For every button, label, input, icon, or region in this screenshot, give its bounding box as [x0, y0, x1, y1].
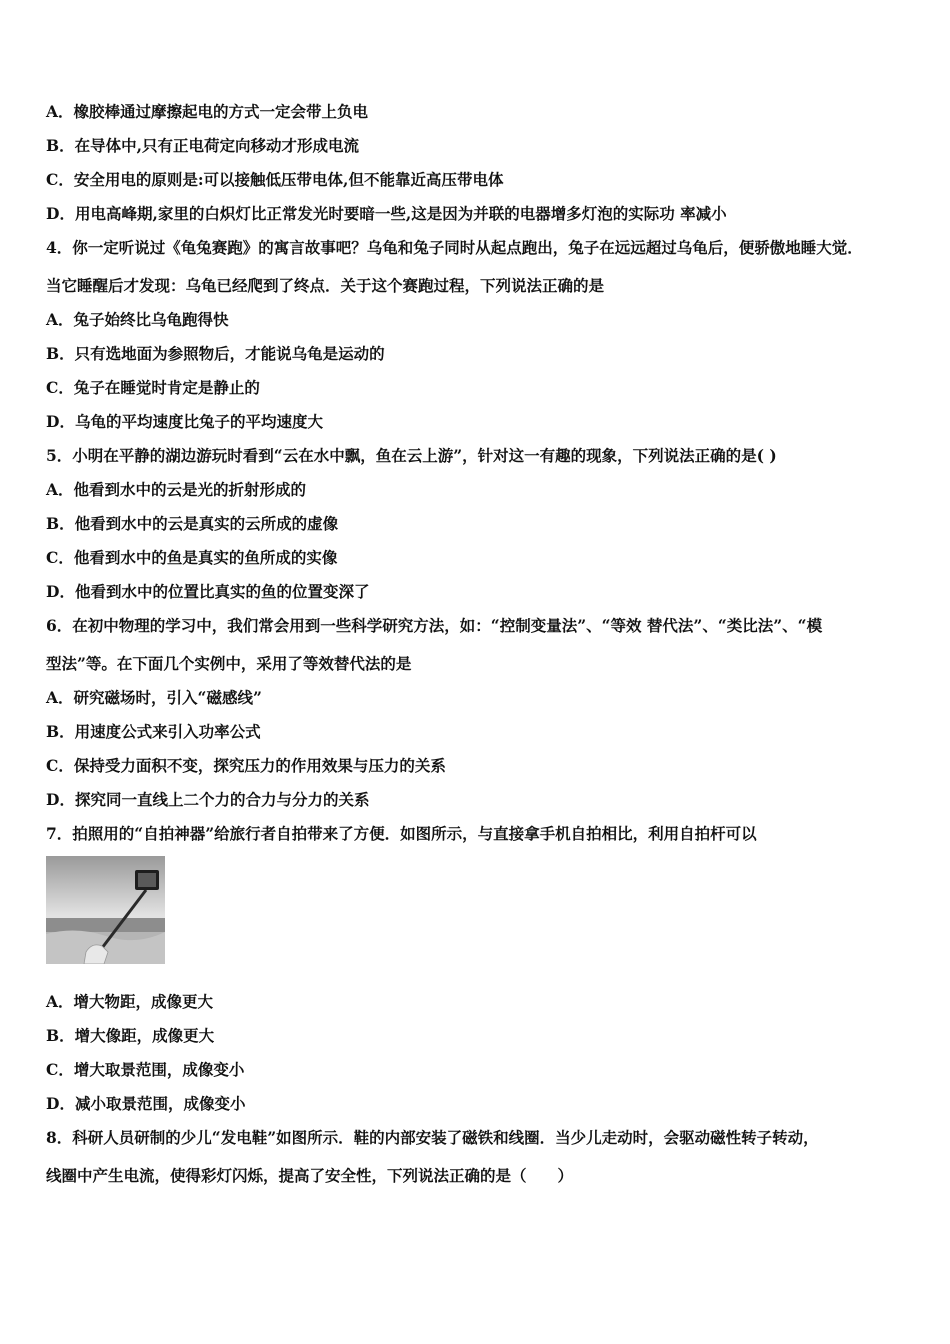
- q6-stem-line2: 型法”等。在下面几个实例中，采用了等效替代法的是: [46, 654, 412, 673]
- q4-stem-line1: 4．你一定听说过《龟兔赛跑》的寓言故事吧？乌龟和兔子同时从起点跑出，兔子在远远超过乌龟后，便骄傲地睡大觉．: [46, 238, 863, 257]
- q7-stem: 7．拍照用的“自拍神器”给旅行者自拍带来了方便．如图所示，与直接拿手机自拍相比，利用自拍杆可以: [46, 824, 757, 843]
- q6-option-b: B．用速度公式来引入功率公式: [46, 722, 261, 741]
- selfie-stick-illustration: [46, 856, 165, 964]
- q6-option-c: C．保持受力面积不变，探究压力的作用效果与压力的关系: [46, 756, 446, 775]
- q4-option-d: D．乌龟的平均速度比兔子的平均速度大: [46, 412, 323, 431]
- q4-option-a: A．兔子始终比乌龟跑得快: [46, 310, 229, 329]
- q5-option-d: D．他看到水中的位置比真实的鱼的位置变深了: [46, 582, 370, 601]
- q6-stem-line1: 6．在初中物理的学习中，我们常会用到一些科学研究方法，如：“控制变量法”、“等效 替代法”、“类比法”、“模: [46, 616, 823, 635]
- q3-option-b: B．在导体中,只有正电荷定向移动才形成电流: [46, 136, 359, 155]
- q5-option-c: C．他看到水中的鱼是真实的鱼所成的实像: [46, 548, 338, 567]
- q5-option-b: B．他看到水中的云是真实的云所成的虚像: [46, 514, 339, 533]
- q8-stem-line1: 8．科研人员研制的少儿“发电鞋”如图所示．鞋的内部安装了磁铁和线圈．当少儿走动时，会驱动磁性转子转动，: [46, 1128, 819, 1147]
- q5-stem: 5．小明在平静的湖边游玩时看到“云在水中飘，鱼在云上游”，针对这一有趣的现象，下列说法正确的是( ): [46, 446, 777, 465]
- q7-option-d: D．减小取景范围，成像变小: [46, 1094, 246, 1113]
- q3-option-c: C．安全用电的原则是:可以接触低压带电体,但不能靠近高压带电体: [46, 170, 504, 189]
- q7-option-b: B．增大像距，成像更大: [46, 1026, 215, 1045]
- q8-stem-line2: 线圈中产生电流，使得彩灯闪烁，提高了安全性，下列说法正确的是（ ）: [46, 1166, 574, 1185]
- selfie-stick-photo: [46, 856, 165, 964]
- q4-option-c: C．兔子在睡觉时肯定是静止的: [46, 378, 260, 397]
- q4-stem-line2: 当它睡醒后才发现：乌龟已经爬到了终点．关于这个赛跑过程，下列说法正确的是: [46, 276, 605, 295]
- q7-option-a: A．增大物距，成像更大: [46, 992, 214, 1011]
- q5-option-a: A．他看到水中的云是光的折射形成的: [46, 480, 307, 499]
- q4-option-b: B．只有选地面为参照物后，才能说乌龟是运动的: [46, 344, 385, 363]
- q7-option-c: C．增大取景范围，成像变小: [46, 1060, 245, 1079]
- q3-option-d: D．用电高峰期,家里的白炽灯比正常发光时要暗一些,这是因为并联的电器增多灯泡的实际功 率减小: [46, 204, 727, 223]
- q6-option-a: A．研究磁场时，引入“磁感线”: [46, 688, 262, 707]
- q3-option-a: A．橡胶棒通过摩擦起电的方式一定会带上负电: [46, 102, 369, 121]
- q6-option-d: D．探究同一直线上二个力的合力与分力的关系: [46, 790, 370, 809]
